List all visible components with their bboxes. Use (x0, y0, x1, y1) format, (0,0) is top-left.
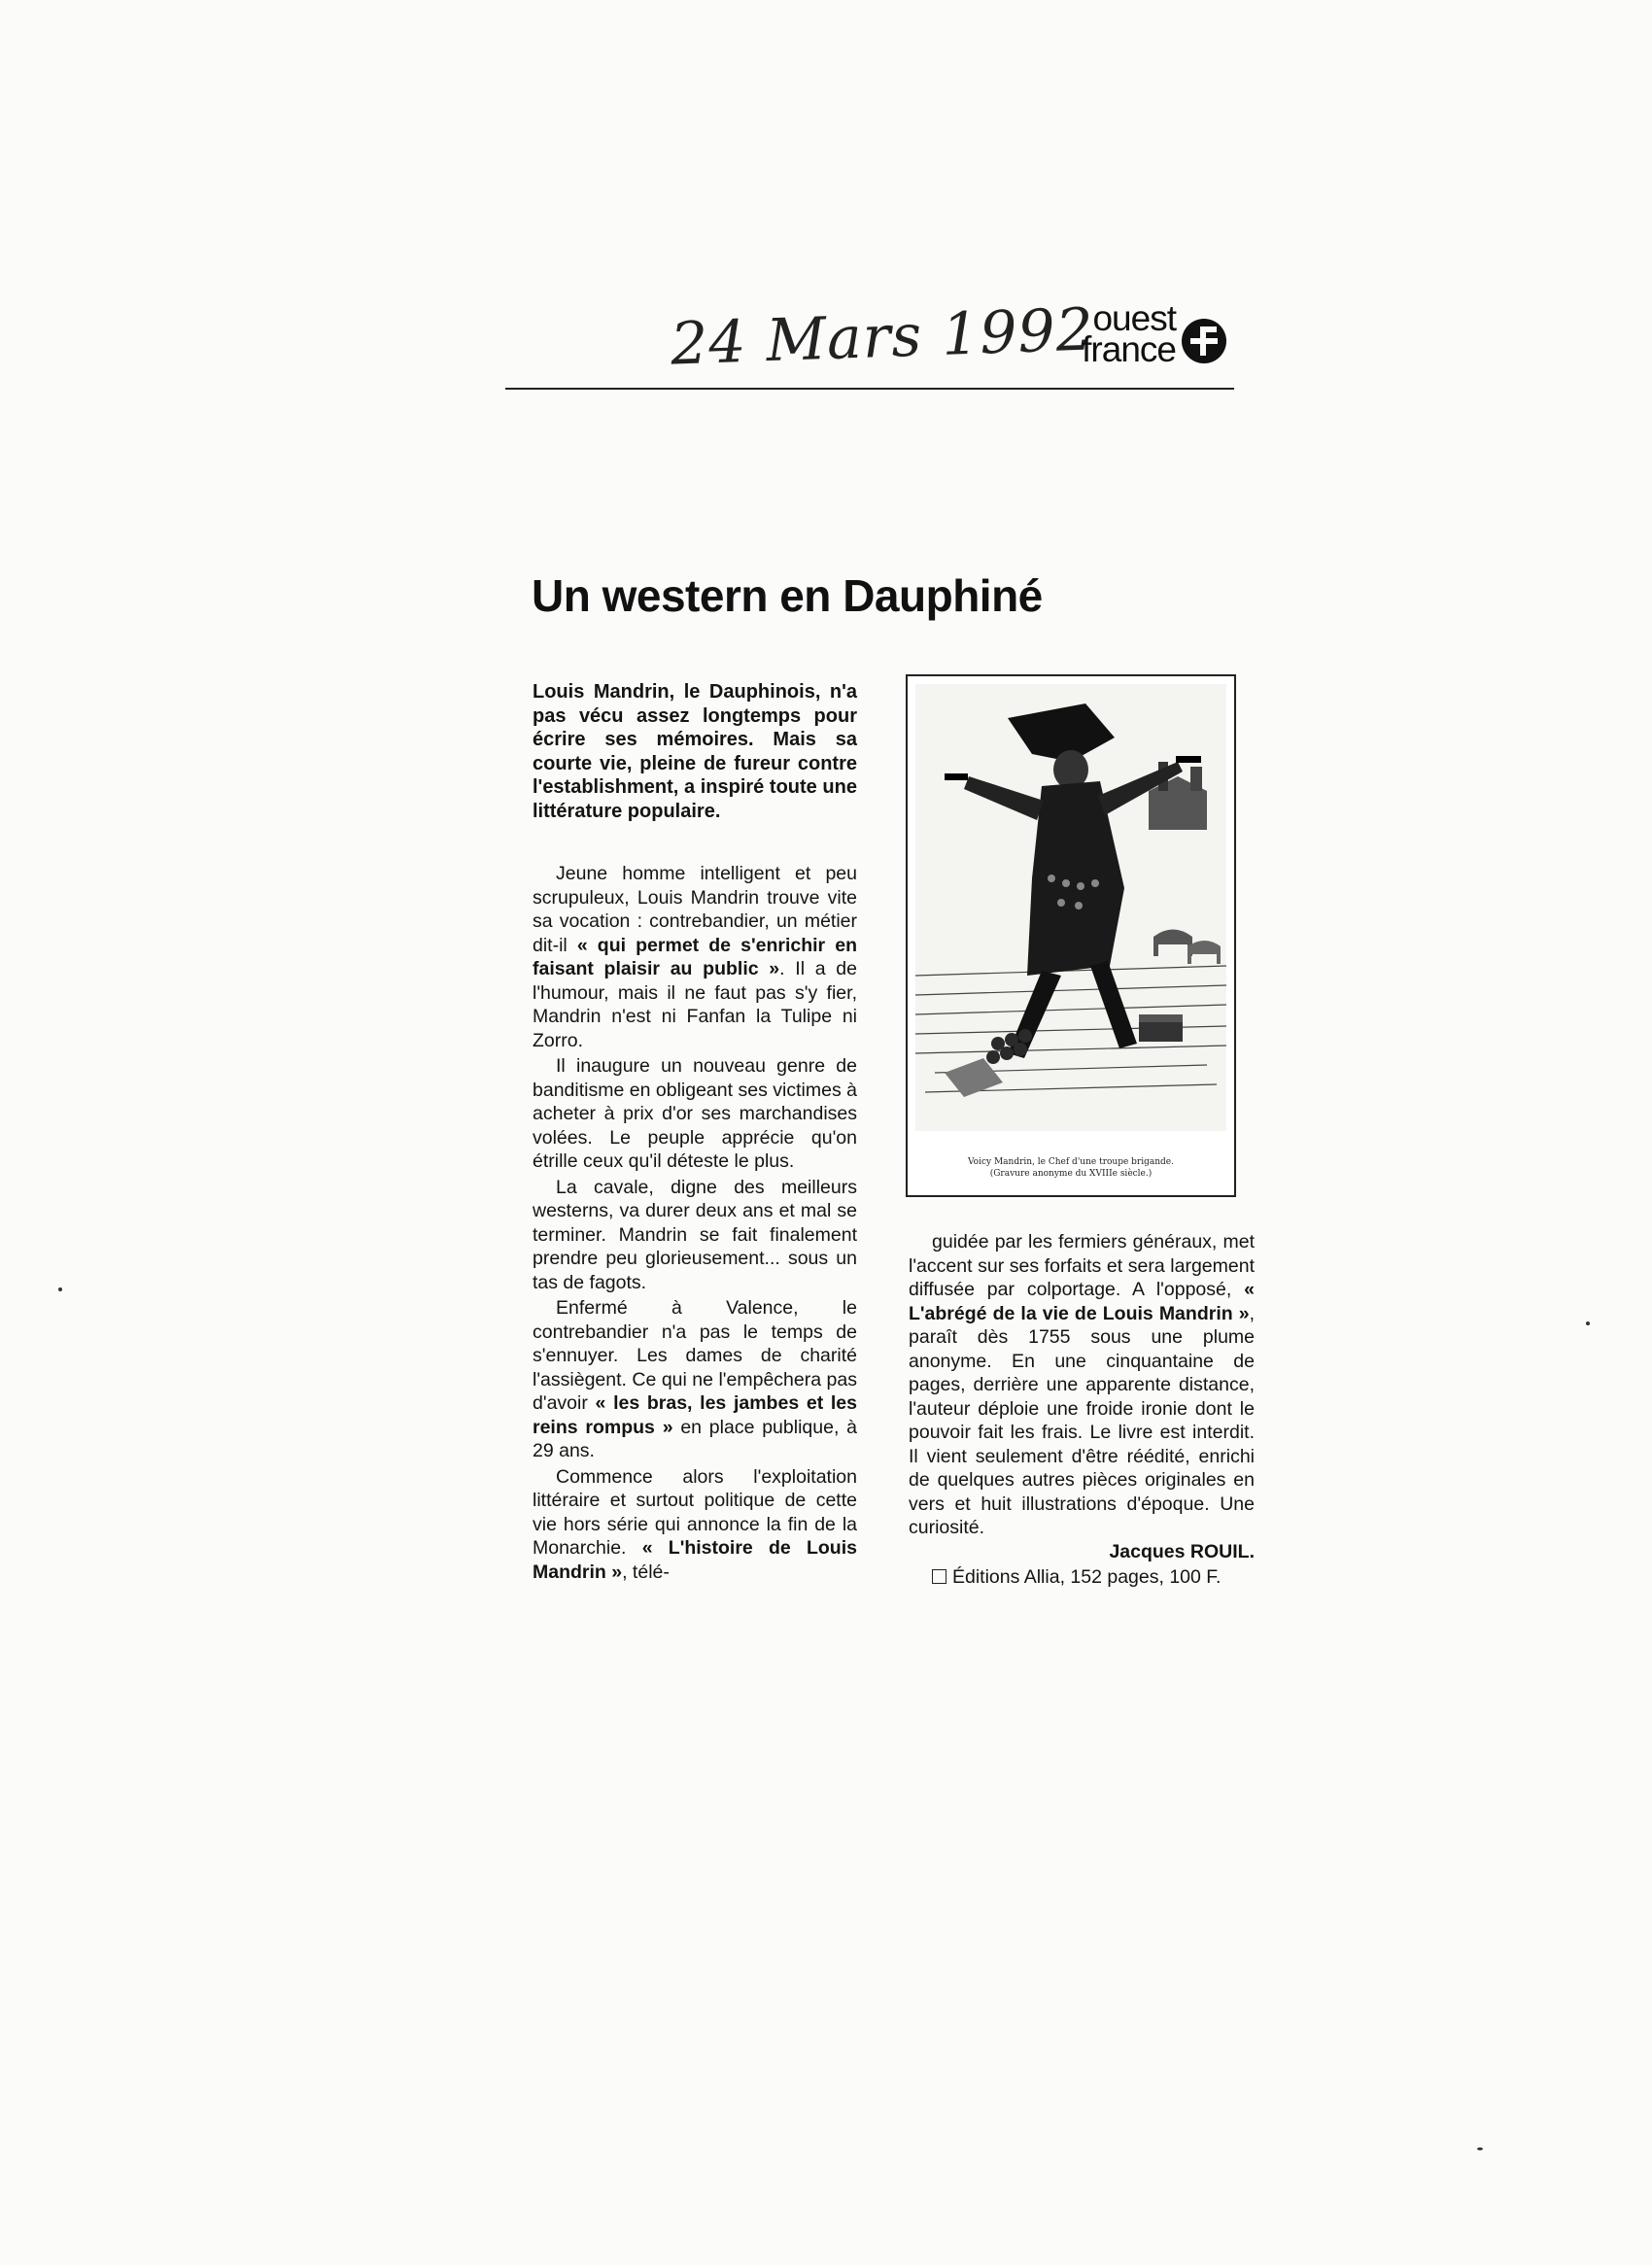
body-paragraph (533, 1176, 857, 1295)
scan-speck (1586, 1321, 1590, 1325)
editions-note (909, 1565, 1255, 1590)
article-column-right (909, 1230, 1255, 1590)
logo-word-france: france (1082, 329, 1176, 369)
engraving-illustration (906, 674, 1236, 1197)
body-text: en place publique, à 29 ans. (533, 1416, 858, 1461)
body-paragraph (533, 862, 857, 1052)
article-lede: Louis Mandrin, le Dauphinois, n'a pas vécu assez longtemps pour écrire ses mémoires. Mais sa courte vie, pleine de fureur contre l'establishment, a inspiré toute une littérature populaire. (533, 681, 857, 822)
publication-logo (1040, 298, 1234, 377)
body-text: guidée par les fermiers généraux, met l'accent sur ses forfaits et sera largement diffusée par colportage. A l'opposé, (909, 1231, 1255, 1300)
article-headline: Un western en Dauphiné (532, 570, 1043, 621)
body-text: . Il a de l'humour, mais il ne faut pas s'y fier, Mandrin n'est ni Fanfan la Tulipe ni Zorro. (533, 958, 857, 1051)
emphasis-quote: « qui permet de s'enrichir en faisant plaisir au public » (533, 934, 858, 979)
editions-text: Éditions Allia, 152 pages, 100 F. (952, 1566, 1222, 1588)
caption-line-2: (Gravure anonyme du XVIIIe siècle.) (989, 1169, 1153, 1179)
square-bullet-icon (932, 1569, 946, 1584)
header-rule (505, 388, 1234, 390)
engraving-mandrin-icon (915, 684, 1226, 1131)
body-paragraph (533, 1054, 857, 1174)
left-body (533, 862, 857, 1584)
body-paragraph (533, 1465, 857, 1585)
caption-line-1: Voicy Mandrin, le Chef d'une troupe brigande. (968, 1157, 1174, 1167)
handwritten-date: 24 Mars 1992 (669, 295, 1095, 379)
emphasis-quote: « L'abrégé de la vie de Louis Mandrin » (909, 1279, 1255, 1324)
body-paragraph (533, 1296, 857, 1463)
logo-word-ouest: ouest (1092, 298, 1176, 338)
author-signature: Jacques ROUIL. (1109, 1540, 1255, 1562)
body-text: Enfermé à Valence, le contrebandier n'a pas le temps de s'ennuyer. Les dames de charité l'assiègent. Ce qui ne l'empêchera pas d'avoir (533, 1297, 857, 1414)
body-paragraph (909, 1230, 1255, 1540)
emphasis-quote: « les bras, les jambes et les reins rompus » (533, 1392, 857, 1438)
body-text: , paraît dès 1755 sous une plume anonyme. En une cinquantaine de pages, derrière une apparente distance, l'auteur déploie une froide ironie dont le pouvoir fait les frais. Le livre est interdit. Il vient seulement d'être réédité, enrichi de quelques autres pièces originales en vers et huit illustrations d'époque. Une curiosité. (909, 1302, 1255, 1538)
right-body (909, 1230, 1255, 1540)
body-text: Jeune homme intelligent et peu scrupuleux, Louis Mandrin trouve vite sa vocation : contrebandier, un métier dit-il (533, 863, 857, 956)
emphasis-quote: « L'histoire de Louis Mandrin » (533, 1537, 857, 1583)
article-column-left (533, 680, 857, 1584)
ouest-france-emblem-icon (1180, 317, 1228, 365)
body-text: , télé- (622, 1561, 670, 1583)
body-text: La cavale, digne des meilleurs westerns, va durer deux ans et mal se terminer. Mandrin se fait finalement prendre peu glorieusement... sous un tas de fagots. (533, 1176, 857, 1293)
illustration-caption (908, 1156, 1234, 1180)
scan-speck (58, 1287, 62, 1291)
body-text: Commence alors l'exploitation littéraire et surtout politique de cette vie hors série qui annonce la fin de la Monarchie. (533, 1465, 857, 1559)
scan-speck (1477, 2147, 1483, 2150)
body-text: Il inaugure un nouveau genre de banditisme en obligeant ses victimes à acheter à prix d'or ses marchandises volées. Le peuple apprécie qu'on étrille ceux qu'il déteste le plus. (533, 1055, 857, 1172)
